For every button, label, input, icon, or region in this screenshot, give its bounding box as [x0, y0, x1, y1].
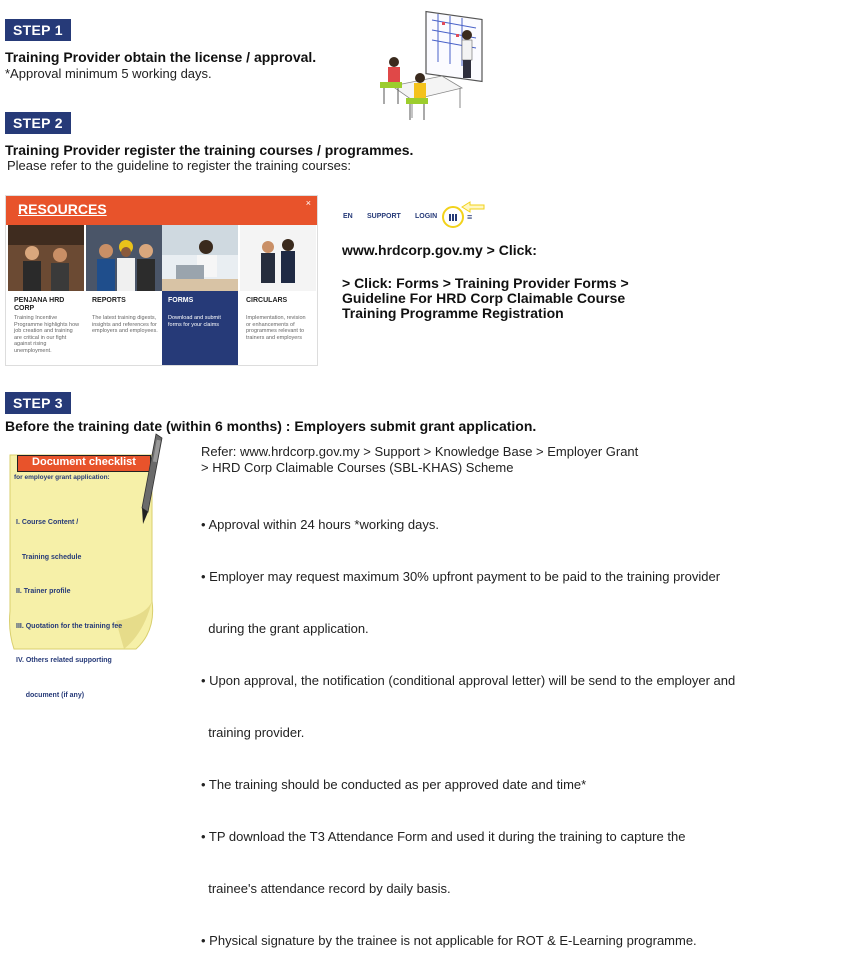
checklist-item: III. Quotation for the training fee [16, 622, 123, 630]
path-line-3: Training Programme Registration [342, 305, 564, 321]
resource-card-penjana[interactable] [8, 225, 84, 365]
checklist-item: document (if any) [16, 691, 85, 699]
resource-card-reports[interactable] [86, 225, 162, 365]
workers-photo [86, 225, 162, 291]
resource-card-desc: The latest training digests, insights and references for employers and employees. [92, 315, 158, 334]
resource-card-title: FORMS [168, 297, 194, 304]
refer-line-2: > HRD Corp Claimable Courses (SBL-KHAS) Scheme [201, 460, 514, 475]
checklist-item: II. Trainer profile [16, 588, 71, 595]
resource-card-title: REPORTS [92, 297, 126, 304]
site-line: www.hrdcorp.gov.my > Click: [342, 242, 537, 258]
checklist-items [16, 494, 122, 724]
step-2-heading: Training Provider register the training courses / programmes. [5, 142, 414, 158]
bullet-item: • Physical signature by the trainee is not applicable for ROT & E-Learning programme. [201, 933, 697, 948]
step-2-intro: Please refer to the guideline to register the training courses: [7, 158, 351, 173]
pen-icon [136, 430, 166, 530]
resource-card-desc: Training Incentive Programme highlights how job creation and training are critical in our fight against rising unemployment. [14, 315, 80, 354]
bullet-item: • TP download the T3 Attendance Form and used it during the training to capture the [201, 829, 686, 844]
baristas-photo [8, 225, 84, 291]
resource-card-title: PENJANA HRD CORP [14, 297, 65, 312]
menu-highlight-icon [440, 198, 486, 232]
checklist-title: Document checklist [32, 456, 136, 468]
path-line-2: Guideline For HRD Corp Claimable Course [342, 290, 626, 306]
bullet-item: trainee's attendance record by daily basis. [201, 881, 451, 896]
step-3-heading: Before the training date (within 6 months) : Employers submit grant application. [5, 418, 537, 434]
nav-login[interactable]: LOGIN [415, 213, 438, 220]
resources-title: RESOURCES [18, 201, 107, 217]
step-3-badge: STEP 3 [5, 392, 71, 414]
checklist-item: I. Course Content / [16, 519, 79, 526]
step-1-heading: Training Provider obtain the license / approval. [5, 49, 317, 65]
hamburger-icon[interactable]: ≡ [467, 212, 473, 222]
bullet-item: • Employer may request maximum 30% upfront payment to be paid to the training provider [201, 569, 721, 584]
bullet-item: • Approval within 24 hours *working days. [201, 517, 439, 532]
bullet-item: training provider. [201, 725, 305, 740]
step-2-badge: STEP 2 [5, 112, 71, 134]
bullet-item: • Upon approval, the notification (conditional approval letter) will be send to the employer and [201, 673, 736, 688]
checklist-item: Training schedule [16, 553, 82, 561]
resources-header [6, 196, 317, 225]
nav-support[interactable]: SUPPORT [367, 213, 401, 220]
path-line-1: > Click: Forms > Training Provider Forms > [342, 275, 629, 291]
step-1-note: *Approval minimum 5 working days. [5, 66, 212, 81]
step-3-bullet-list [201, 481, 735, 967]
close-icon[interactable]: × [305, 198, 311, 208]
step-1-badge: STEP 1 [5, 19, 71, 41]
refer-line-1: Refer: www.hrdcorp.gov.my > Support > Knowledge Base > Employer Grant [201, 444, 639, 459]
resource-card-forms[interactable] [162, 225, 238, 365]
resource-card-circulars[interactable] [240, 225, 316, 365]
checklist-item: IV. Others related supporting [16, 657, 112, 664]
checklist-subtitle: for employer grant application: [14, 474, 110, 481]
resource-card-desc: Implementation, revision or enhancements of programmes relevant to trainers and employers [246, 315, 306, 341]
woman-laptop-photo [162, 225, 238, 291]
business-people-photo [240, 225, 316, 291]
nav-en[interactable]: EN [343, 213, 353, 220]
resource-card-title: CIRCULARS [246, 297, 288, 304]
bullet-item: during the grant application. [201, 621, 369, 636]
training-illustration [372, 0, 488, 124]
resources-panel [5, 195, 318, 366]
bullet-item: • The training should be conducted as per approved date and time* [201, 777, 587, 792]
resource-card-desc: Download and submit forms for your claims [168, 315, 221, 328]
